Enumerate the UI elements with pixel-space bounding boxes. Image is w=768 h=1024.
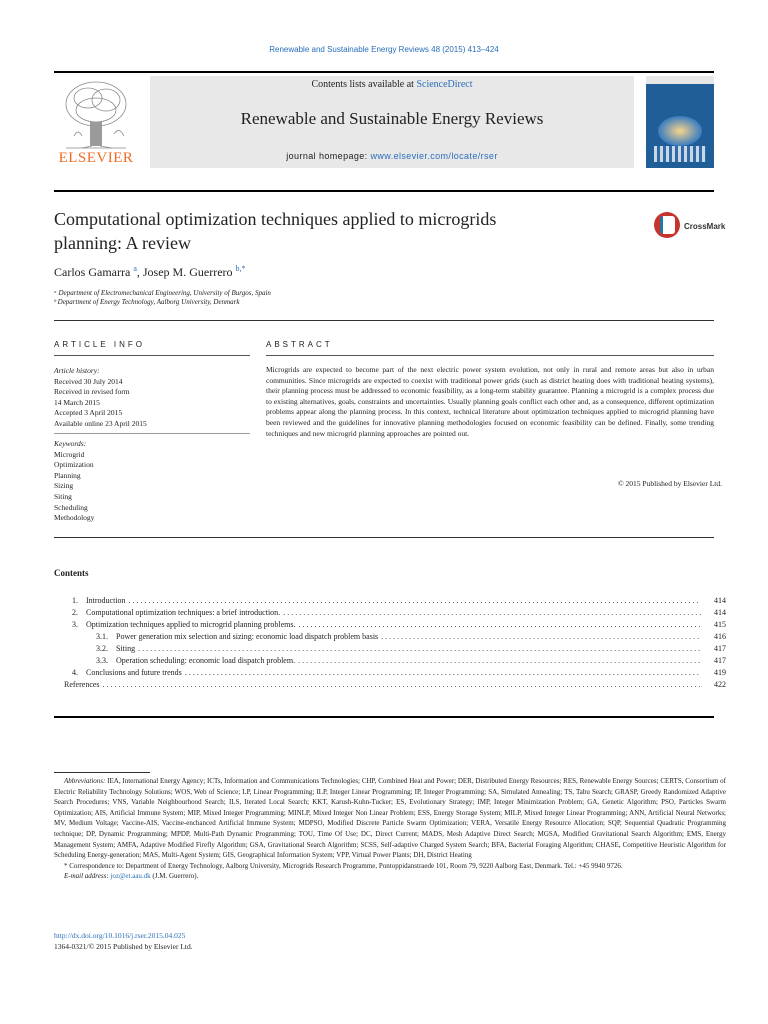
crossmark-bookmark-icon xyxy=(660,216,675,234)
author-name: Josep M. Guerrero xyxy=(142,265,233,279)
toc-number: 3. xyxy=(72,620,78,629)
abbreviations-footnote xyxy=(54,776,726,861)
history-item: Received in revised form xyxy=(54,387,130,396)
article-info-rule xyxy=(54,355,250,356)
history-item: 14 March 2015 xyxy=(54,397,100,407)
toc-entry[interactable] xyxy=(54,619,726,631)
toc-title: Computational optimization techniques: a brief introduction. xyxy=(86,608,281,617)
email-suffix: (J.M. Guerrero). xyxy=(150,872,199,881)
toc-number: 1. xyxy=(72,596,78,605)
abbreviations-label: Abbreviations: xyxy=(64,777,106,785)
author-affiliation-link[interactable]: b,* xyxy=(235,264,246,273)
toc-entry[interactable] xyxy=(54,631,726,643)
affiliation-a: ᵃ Department of Electromechanical Engineering, University of Burgos, Spain xyxy=(54,289,271,297)
contents-bottom-rule xyxy=(54,716,714,718)
keywords-list xyxy=(54,439,250,524)
toc-title: Conclusions and future trends xyxy=(86,668,182,677)
toc-number: 3.3. xyxy=(96,656,108,665)
cover-solar-panel xyxy=(654,146,706,162)
footnote-rule xyxy=(54,772,150,773)
abstract-copyright: © 2015 Published by Elsevier Ltd. xyxy=(617,479,722,488)
doi-link[interactable]: http://dx.doi.org/10.1016/j.rser.2015.04.025 xyxy=(54,931,186,940)
keyword: Planning xyxy=(54,470,81,480)
toc-title: Optimization techniques applied to microgrid planning problems. xyxy=(86,620,296,629)
affiliation-b: ᵇ Department of Energy Technology, Aalborg University, Denmark xyxy=(54,298,240,306)
toc-page: 414 xyxy=(714,608,726,617)
toc-number: 4. xyxy=(72,668,78,677)
abstract-heading: ABSTRACT xyxy=(266,340,333,349)
footnotes xyxy=(54,776,726,882)
toc-page: 416 xyxy=(714,632,726,641)
toc-page: 415 xyxy=(714,620,726,629)
toc-leader-dots xyxy=(299,619,701,631)
keywords-label: Keywords: xyxy=(54,439,87,448)
header-bottom-rule xyxy=(54,190,714,192)
toc-page: 422 xyxy=(714,680,726,689)
journal-title: Renewable and Sustainable Energy Reviews xyxy=(240,109,544,128)
toc-page: 417 xyxy=(714,656,726,665)
keyword: Scheduling xyxy=(54,502,88,512)
contents-heading: Contents xyxy=(54,568,89,578)
paper-title-line-1: Computational optimization techniques applied to microgrids xyxy=(54,209,497,229)
journal-homepage-line xyxy=(150,151,634,161)
keyword: Sizing xyxy=(54,481,74,491)
article-info-heading: ARTICLE INFO xyxy=(54,340,145,349)
toc-title: References xyxy=(64,680,100,689)
paper-title xyxy=(54,207,614,255)
table-of-contents xyxy=(54,595,726,691)
toc-page: 417 xyxy=(714,644,726,653)
toc-number: 3.2. xyxy=(96,644,108,653)
sciencedirect-link[interactable]: ScienceDirect xyxy=(416,79,473,90)
homepage-prefix: journal homepage: xyxy=(286,151,371,161)
journal-citation[interactable]: Renewable and Sustainable Energy Reviews 48 (2015) 413–424 xyxy=(269,45,499,54)
author-list xyxy=(54,264,246,280)
author-separator: , xyxy=(136,265,143,279)
author-name: Carlos Gamarra xyxy=(54,265,131,279)
journal-cover-image xyxy=(646,76,714,168)
elsevier-wordmark: ELSEVIER xyxy=(58,150,134,166)
toc-title: Power generation mix selection and sizing: economic load dispatch problem basis xyxy=(116,632,379,641)
article-history xyxy=(54,366,250,429)
toc-leader-dots xyxy=(185,667,701,679)
author-affiliation-link[interactable]: a xyxy=(133,264,137,273)
section-divider xyxy=(54,537,714,538)
toc-entry[interactable] xyxy=(54,667,726,679)
issn-line: 1364-0321/© 2015 Published by Elsevier Ltd. xyxy=(54,941,193,951)
cover-sun-glow xyxy=(658,116,702,146)
contents-prefix: Contents lists available at xyxy=(311,79,417,90)
toc-entry[interactable] xyxy=(54,643,726,655)
history-item: Accepted 3 April 2015 xyxy=(54,408,123,417)
toc-number: 2. xyxy=(72,608,78,617)
crossmark-badge[interactable] xyxy=(654,212,734,242)
keyword: Methodology xyxy=(54,513,95,523)
toc-entry[interactable] xyxy=(54,607,726,619)
toc-title: Introduction xyxy=(86,596,126,605)
keyword: Optimization xyxy=(54,460,94,470)
toc-entry-references[interactable] xyxy=(54,679,726,691)
email-footnote xyxy=(54,871,726,882)
abstract-rule xyxy=(266,355,714,356)
toc-entry[interactable] xyxy=(54,655,726,667)
toc-leader-dots xyxy=(138,643,701,655)
doi-block xyxy=(54,931,193,952)
toc-title: Operation scheduling: economic load dispatch problem. xyxy=(116,656,296,665)
toc-leader-dots xyxy=(381,631,701,643)
article-history-label: Article history: xyxy=(54,366,100,375)
toc-leader-dots xyxy=(298,655,701,667)
correspondence-footnote: * Correspondence to: Department of Energy Technology, Aalborg University, Microgrids Research Programme, Pontoppidanstraede 101, Room 79, 9220 Aalborg East, Denmark. Tel.: +45 9940 9726. xyxy=(64,861,623,870)
history-item: Received 30 July 2014 xyxy=(54,376,123,386)
toc-title: Siting xyxy=(116,644,136,653)
keyword: Microgrid xyxy=(54,449,85,459)
email-link[interactable]: joz@et.aau.dk xyxy=(110,872,151,881)
section-divider xyxy=(54,320,714,321)
keyword: Siting xyxy=(54,491,72,501)
toc-leader-dots xyxy=(129,595,701,607)
toc-page: 414 xyxy=(714,596,726,605)
contents-line xyxy=(150,79,634,90)
history-divider xyxy=(54,433,250,434)
history-item: Available online 23 April 2015 xyxy=(54,418,147,428)
toc-leader-dots xyxy=(283,607,701,619)
toc-entry[interactable] xyxy=(54,595,726,607)
journal-homepage-link[interactable]: www.elsevier.com/locate/rser xyxy=(370,151,498,161)
cover-top-strip xyxy=(646,76,714,84)
toc-page: 419 xyxy=(714,668,726,677)
abbreviations-text: IEA, International Energy Agency; ICTs, Information and Communications Technologies; CHP, Combined Heat and Power; DER, Distributed Energy Resources; RES, Renewable Energy Sources; CERTS, Consortium of Electric Reliability Technology Solutions; WOS, Web of Science; LP, Linear Programming; ILP, Integer Linear Programming; IP, Integer Programming; SA, Simulated Annealing; TS, Tabu Search; GRASP, Greedy Randomized Adaptive Search Procedures; VNS, Variable Neighbourhood Search; ILS, Iterated Local Search; KKT, Karush-Kuhn-Tucker; ES, Evolutionary Strategy; IMP, Integer Minimization Problem; GA, Genetic Algorithm; PSO, Particles Swarm Optimization; AIS, Artificial Immune System; MIP, Mixed Integer Programming; MINLP, Mixed Integer Non Linear Problem; ESS, Energy Storage System; MILP, Mixed Integer Linear Programming; ANN, Artificial Neural Networks; MV, Medium Voltage; Vaccine-AIS, Vaccine-enchanced Artificial Immune System; MDPSO, Modified Discrete Particle Swarm Optimization; VERA, Versatile Energy Resource Allocation; SQP, Sequential Quadratic Programming technique; DP, Dynamic Programming; MPDP, Multi-Path Dynamic Programming; TOU, Time Of Use; DC, Direct Current; MADS, Mesh Adaptive Direct Search; MGSA, Modified Gravitational Search Algorithm; EMS, Energy Management System; AMFA, Adaptive Modified Firefly Algorithm; GSA, Gravitational Search Algorithm; SCSS, Self-adaptive Charged System Search; BFA, Bacterial Foraging Algorithm; CHASE, Competitive Heuristic Algorithm for Scheduling Energy-generation; MAS, Multi-Agent System; GIS, Geographical Information System; VPP, Virtual Power Plants; DH, District Heating xyxy=(54,777,726,860)
header-top-rule xyxy=(54,71,714,73)
abstract-body: Microgrids are expected to become part of the next electric power system evolution, not only in rural and remote areas but also in urban communities. Since microgrids are expected to coexist with traditional power grids (such as district heating does with traditional heating systems), their planning process must be addressed to economic feasibility, as a long-term stability guarantee. Planning a microgrid is a complex process due to existing alternatives, goals, constraints and uncertainties. Usually planning goals conflict each other and, as a consequence, different optimization problems appear along the planning process. In this context, technical literature about optimization techniques applied to microgrid planning have been reviewed and the guidelines for innovative planning methodologies focused on economic feasibility can be defined. Finally, some trending techniques and new microgrid planning approaches are pointed out. xyxy=(266,365,714,438)
paper-title-line-2: planning: A review xyxy=(54,233,191,253)
toc-leader-dots xyxy=(103,679,701,691)
toc-number: 3.1. xyxy=(96,632,108,641)
crossmark-label: CrossMark xyxy=(684,222,726,231)
email-label: E-mail address: xyxy=(64,872,109,881)
